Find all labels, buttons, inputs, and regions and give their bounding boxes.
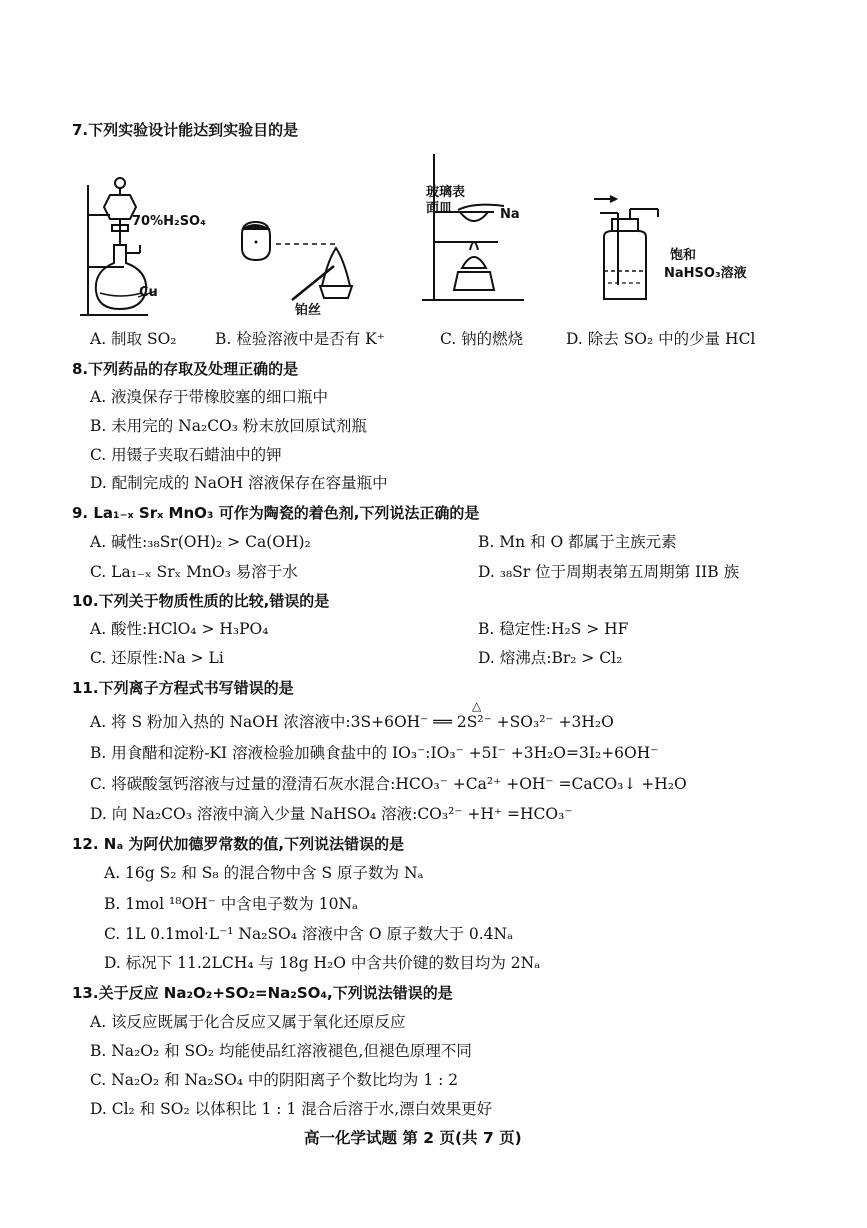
figure-a-acid-label: 70%H₂SO₄: [132, 214, 206, 229]
question-10-option-b: B. 稳定性:H₂S > HF: [478, 620, 629, 638]
figure-c-dish-label-2: 面皿: [426, 201, 453, 216]
question-11-option-d: D. 向 Na₂CO₃ 溶液中滴入少量 NaHSO₄ 溶液:CO₃²⁻ +H⁺ =HCO₃⁻: [90, 805, 573, 823]
figure-d-washing-bottle: [590, 195, 670, 310]
question-12-option-b: B. 1mol ¹⁸OH⁻ 中含电子数为 10Nₐ: [104, 895, 358, 913]
question-11-option-b: B. 用食醋和淀粉-KI 溶液检验加碘食盐中的 IO₃⁻:IO₃⁻ +5I⁻ +3H₂O=3I₂+6OH⁻: [90, 744, 659, 762]
heat-symbol: △: [472, 699, 482, 713]
question-7-stem: 7.下列实验设计能达到实验目的是: [72, 121, 299, 139]
figure-d-solution-label: NaHSO₃溶液: [664, 266, 747, 281]
question-13-option-c: C. Na₂O₂ 和 Na₂SO₄ 中的阴阳离子个数比均为 1 : 2: [90, 1071, 459, 1089]
question-7-option-d: D. 除去 SO₂ 中的少量 HCl: [566, 330, 756, 348]
question-13-stem: 13.关于反应 Na₂O₂+SO₂=Na₂SO₄,下列说法错误的是: [72, 984, 453, 1002]
question-9-option-c: C. La₁₋ₓ Srₓ MnO₃ 易溶于水: [90, 563, 298, 581]
question-12-option-c: C. 1L 0.1mol·L⁻¹ Na₂SO₄ 溶液中含 O 原子数大于 0.4Nₐ: [104, 925, 514, 943]
question-8-option-b: B. 未用完的 Na₂CO₃ 粉末放回原试剂瓶: [90, 417, 367, 435]
question-10-option-c: C. 还原性:Na > Li: [90, 649, 224, 667]
figure-b-wire-label: 铂丝: [295, 303, 322, 318]
figure-c-na-label: Na: [500, 207, 520, 222]
question-8-option-a: A. 液溴保存于带橡胶塞的细口瓶中: [90, 388, 329, 406]
question-9-option-b: B. Mn 和 O 都属于主族元素: [478, 533, 677, 551]
question-12-option-a: A. 16g S₂ 和 S₈ 的混合物中含 S 原子数为 Nₐ: [104, 864, 424, 882]
question-9-option-d: D. ₃₈Sr 位于周期表第五周期第 IIB 族: [478, 563, 740, 581]
question-10-option-d: D. 熔沸点:Br₂ > Cl₂: [478, 649, 623, 667]
question-11-stem: 11.下列离子方程式书写错误的是: [72, 679, 294, 697]
question-11-option-c: C. 将碳酸氢钙溶液与过量的澄清石灰水混合:HCO₃⁻ +Ca²⁺ +OH⁻ =CaCO₃↓ +H₂O: [90, 775, 687, 793]
question-9-stem: 9. La₁₋ₓ Srₓ MnO₃ 可作为陶瓷的着色剂,下列说法正确的是: [72, 504, 480, 522]
question-7-option-b: B. 检验溶液中是否有 K⁺: [215, 330, 385, 348]
figure-c-sodium-combustion: [418, 150, 528, 310]
question-9-option-a: A. 碱性:₃₈Sr(OH)₂ > Ca(OH)₂: [90, 533, 311, 551]
question-13-option-a: A. 该反应既属于化合反应又属于氧化还原反应: [90, 1013, 406, 1031]
question-7-option-c: C. 钠的燃烧: [440, 330, 524, 348]
question-10-option-a: A. 酸性:HClO₄ > H₃PO₄: [90, 620, 269, 638]
figure-d-saturated-label: 饱和: [670, 248, 697, 263]
question-11-option-a: A. 将 S 粉加入热的 NaOH 浓溶液中:3S+6OH⁻ ══ 2S²⁻ +SO₃²⁻ +3H₂O: [90, 713, 614, 731]
question-10-stem: 10.下列关于物质性质的比较,错误的是: [72, 592, 330, 610]
question-8-option-d: D. 配制完成的 NaOH 溶液保存在容量瓶中: [90, 474, 388, 492]
question-12-option-d: D. 标况下 11.2LCH₄ 与 18g H₂O 中含共价键的数目均为 2Nₐ: [104, 954, 541, 972]
question-12-stem: 12. Nₐ 为阿伏加德罗常数的值,下列说法错误的是: [72, 835, 405, 853]
question-13-option-b: B. Na₂O₂ 和 SO₂ 均能使品红溶液褪色,但褪色原理不同: [90, 1042, 472, 1060]
figure-c-dish-label-1: 玻璃表: [426, 185, 466, 200]
figure-b-flame-test: [236, 220, 366, 310]
figure-a-so2-generator: [78, 175, 168, 325]
question-8-stem: 8.下列药品的存取及处理正确的是: [72, 360, 299, 378]
page-footer: 高一化学试题 第 2 页(共 7 页): [304, 1129, 522, 1147]
question-8-option-c: C. 用镊子夹取石蜡油中的钾: [90, 446, 282, 464]
question-13-option-d: D. Cl₂ 和 SO₂ 以体积比 1 : 1 混合后溶于水,漂白效果更好: [90, 1100, 493, 1118]
figure-a-metal-label: Cu: [139, 285, 158, 300]
question-7-option-a: A. 制取 SO₂: [90, 330, 177, 348]
